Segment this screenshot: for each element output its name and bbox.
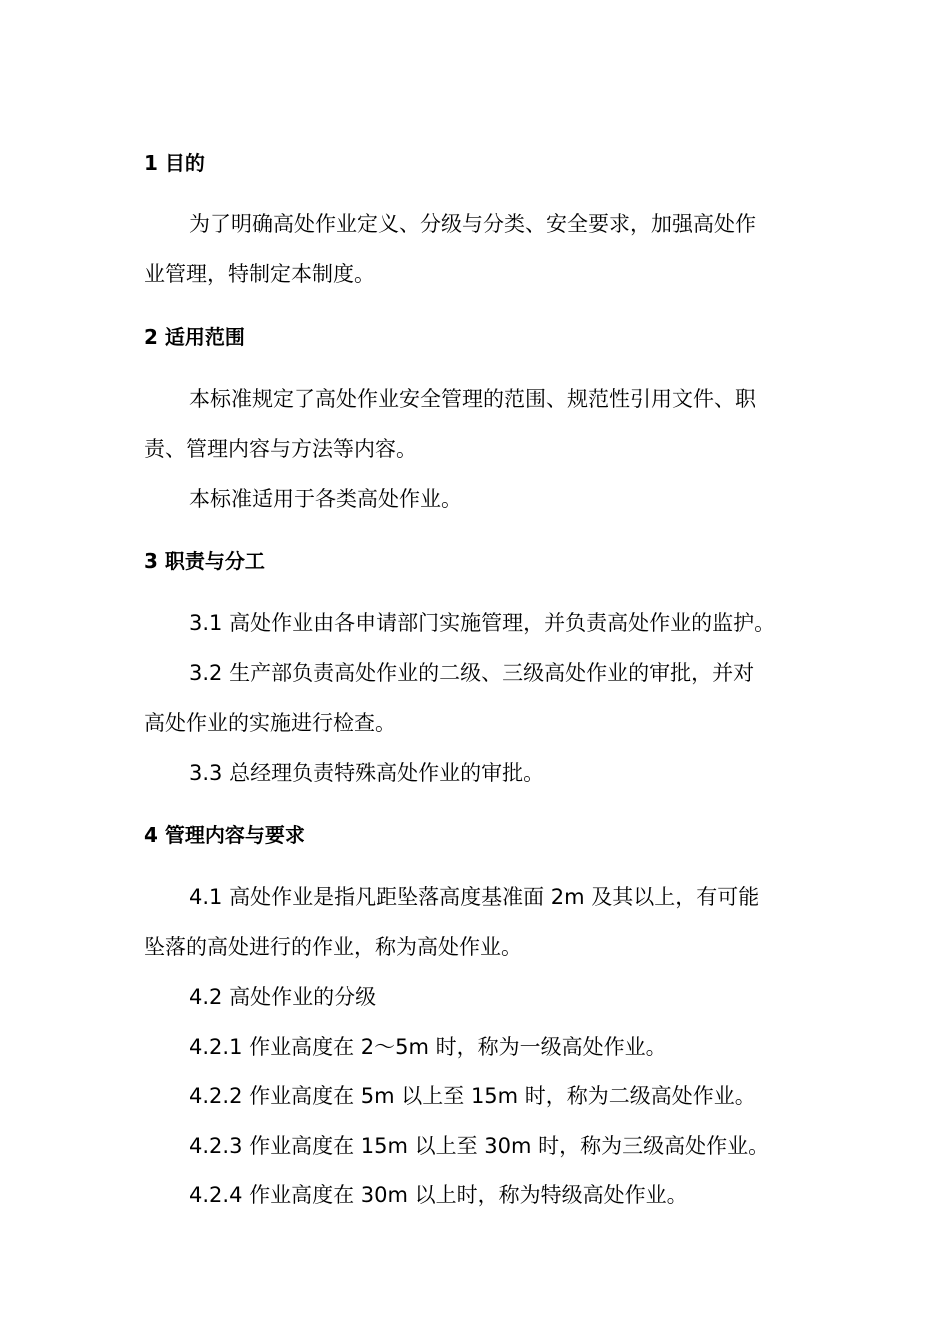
paragraph-line: 本标准适用于各类高处作业。 (189, 487, 462, 511)
paragraph-line: 坠落的高处进行的作业，称为高处作业。 (144, 935, 522, 959)
paragraph-line: 4.2.1 作业高度在 2～5m 时，称为一级高处作业。 (189, 1035, 667, 1059)
section-heading-scope: 2 适用范围 (144, 325, 245, 349)
paragraph-line: 4.2.3 作业高度在 15m 以上至 30m 时，称为三级高处作业。 (189, 1134, 770, 1158)
paragraph-line: 为了明确高处作业定义、分级与分类、安全要求，加强高处作 (189, 212, 756, 236)
paragraph-line: 业管理，特制定本制度。 (144, 262, 375, 286)
paragraph-line: 本标准规定了高处作业安全管理的范围、规范性引用文件、职 (189, 387, 756, 411)
paragraph-line: 4.1 高处作业是指凡距坠落高度基准面 2m 及其以上，有可能 (189, 885, 760, 909)
section-heading-management: 4 管理内容与要求 (144, 823, 305, 847)
section-heading-purpose: 1 目的 (144, 151, 205, 175)
paragraph-line: 4.2.4 作业高度在 30m 以上时，称为特级高处作业。 (189, 1183, 688, 1207)
paragraph-line: 3.1 高处作业由各申请部门实施管理，并负责高处作业的监护。 (189, 611, 776, 635)
paragraph-line: 4.2 高处作业的分级 (189, 985, 377, 1009)
paragraph-line: 3.2 生产部负责高处作业的二级、三级高处作业的审批，并对 (189, 661, 755, 685)
paragraph-line: 4.2.2 作业高度在 5m 以上至 15m 时，称为二级高处作业。 (189, 1084, 756, 1108)
paragraph-line: 高处作业的实施进行检查。 (144, 711, 396, 735)
paragraph-line: 3.3 总经理负责特殊高处作业的审批。 (189, 761, 545, 785)
section-heading-responsibilities: 3 职责与分工 (144, 549, 265, 573)
paragraph-line: 责、管理内容与方法等内容。 (144, 437, 417, 461)
